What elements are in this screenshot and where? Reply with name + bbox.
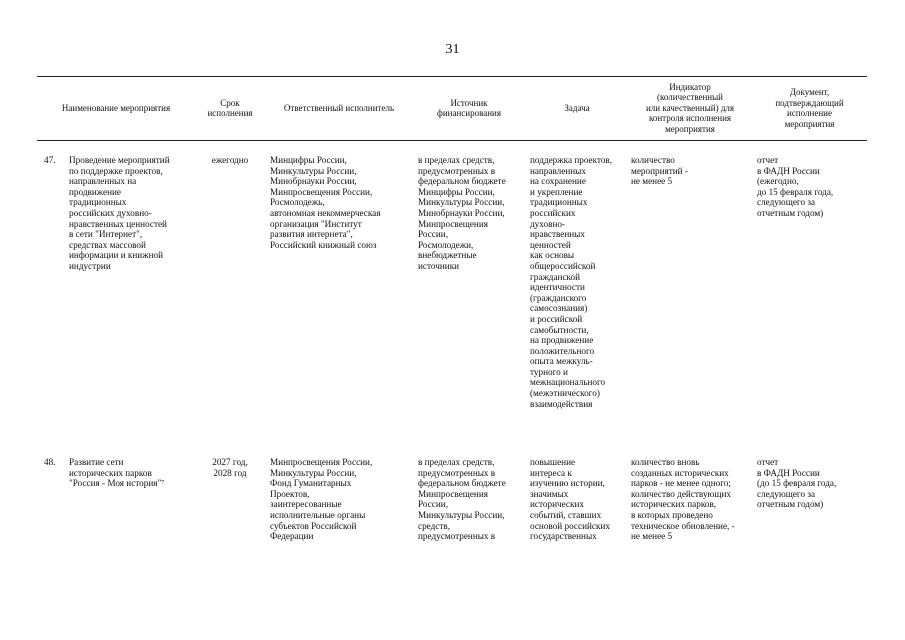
cell-source: в пределах средств, предусмотренных в федеральном бюджете Минцифры России, Минкультуры России, Минобрнауки России, Минпросвещения России, Росмолодежи, внебюджетные источники (418, 155, 506, 271)
table-header-rule (37, 140, 867, 141)
row-number: 47. (44, 155, 56, 165)
cell-term: 2027 год, 2028 год (212, 457, 248, 478)
row-number: 48. (44, 457, 56, 467)
header-executor: Ответственный исполнитель (283, 102, 395, 113)
cell-task: поддержка проектов, направленных на сохранение и укрепление традиционных российских духовно- нравственных ценностей как основы общероссийской гражданской идентичности (гражданского самосознания) и российской самобытности, на продвижение положительного опыта межкуль- турного и межнационального (межэтнического) взаимодействия (530, 155, 613, 409)
cell-document: отчет в ФАДН России (ежегодно, до 15 февраля года, следующего за отчетным годом) (757, 155, 834, 218)
cell-indicator: количество вновь созданных исторических парков - не менее одного; количество действующих исторических парков, в которых проведено техническое обновление, - не менее 5 (631, 457, 735, 542)
page-number: 31 (445, 42, 460, 57)
header-term: Срок исполнения (207, 97, 253, 118)
cell-indicator: количество мероприятий - не менее 5 (631, 155, 688, 187)
header-task: Задача (564, 102, 590, 113)
header-source: Источник финансирования (437, 97, 501, 118)
cell-document: отчет в ФАДН России (до 15 февраля года, следующего за отчетным годом) (757, 457, 837, 510)
table-top-rule (37, 76, 867, 77)
cell-term: ежегодно (211, 155, 249, 165)
cell-executor: Минпросвещения России, Минкультуры России, Фонд Гуманитарных Проектов, заинтересованные исполнительные органы субъектов Российской Федерации (270, 457, 373, 542)
header-indicator: Индикатор (количественный или качественный) для контроля исполнения мероприятия (645, 81, 735, 134)
cell-name: Проведение мероприятий по поддержке проектов, направленных на продвижение традиционных российских духовно- нравственных ценностей в сети "Интернет", средствах массовой информации и книжной индустрии (69, 155, 170, 271)
header-name: Наименование мероприятия (61, 102, 171, 113)
header-document: Документ, подтверждающий исполнение мероприятия (775, 87, 844, 129)
cell-task: повышение интереса к изучению истории, значимых исторических событий, ставших основой российских государственных (530, 457, 610, 542)
cell-source: в пределах средств, предусмотренных в федеральном бюджете Минпросвещения России, Минкультуры России, средств, предусмотренных в (418, 457, 506, 542)
cell-name: Развитие сети исторических парков "Россия - Моя история"⁷ (69, 457, 165, 489)
cell-executor: Минцифры России, Минкультуры России, Минобрнауки России, Минпросвещения России, Росмолодежь, автономная некоммерческая организация "Институт развития интернета", Российский книжный союз (270, 155, 381, 250)
